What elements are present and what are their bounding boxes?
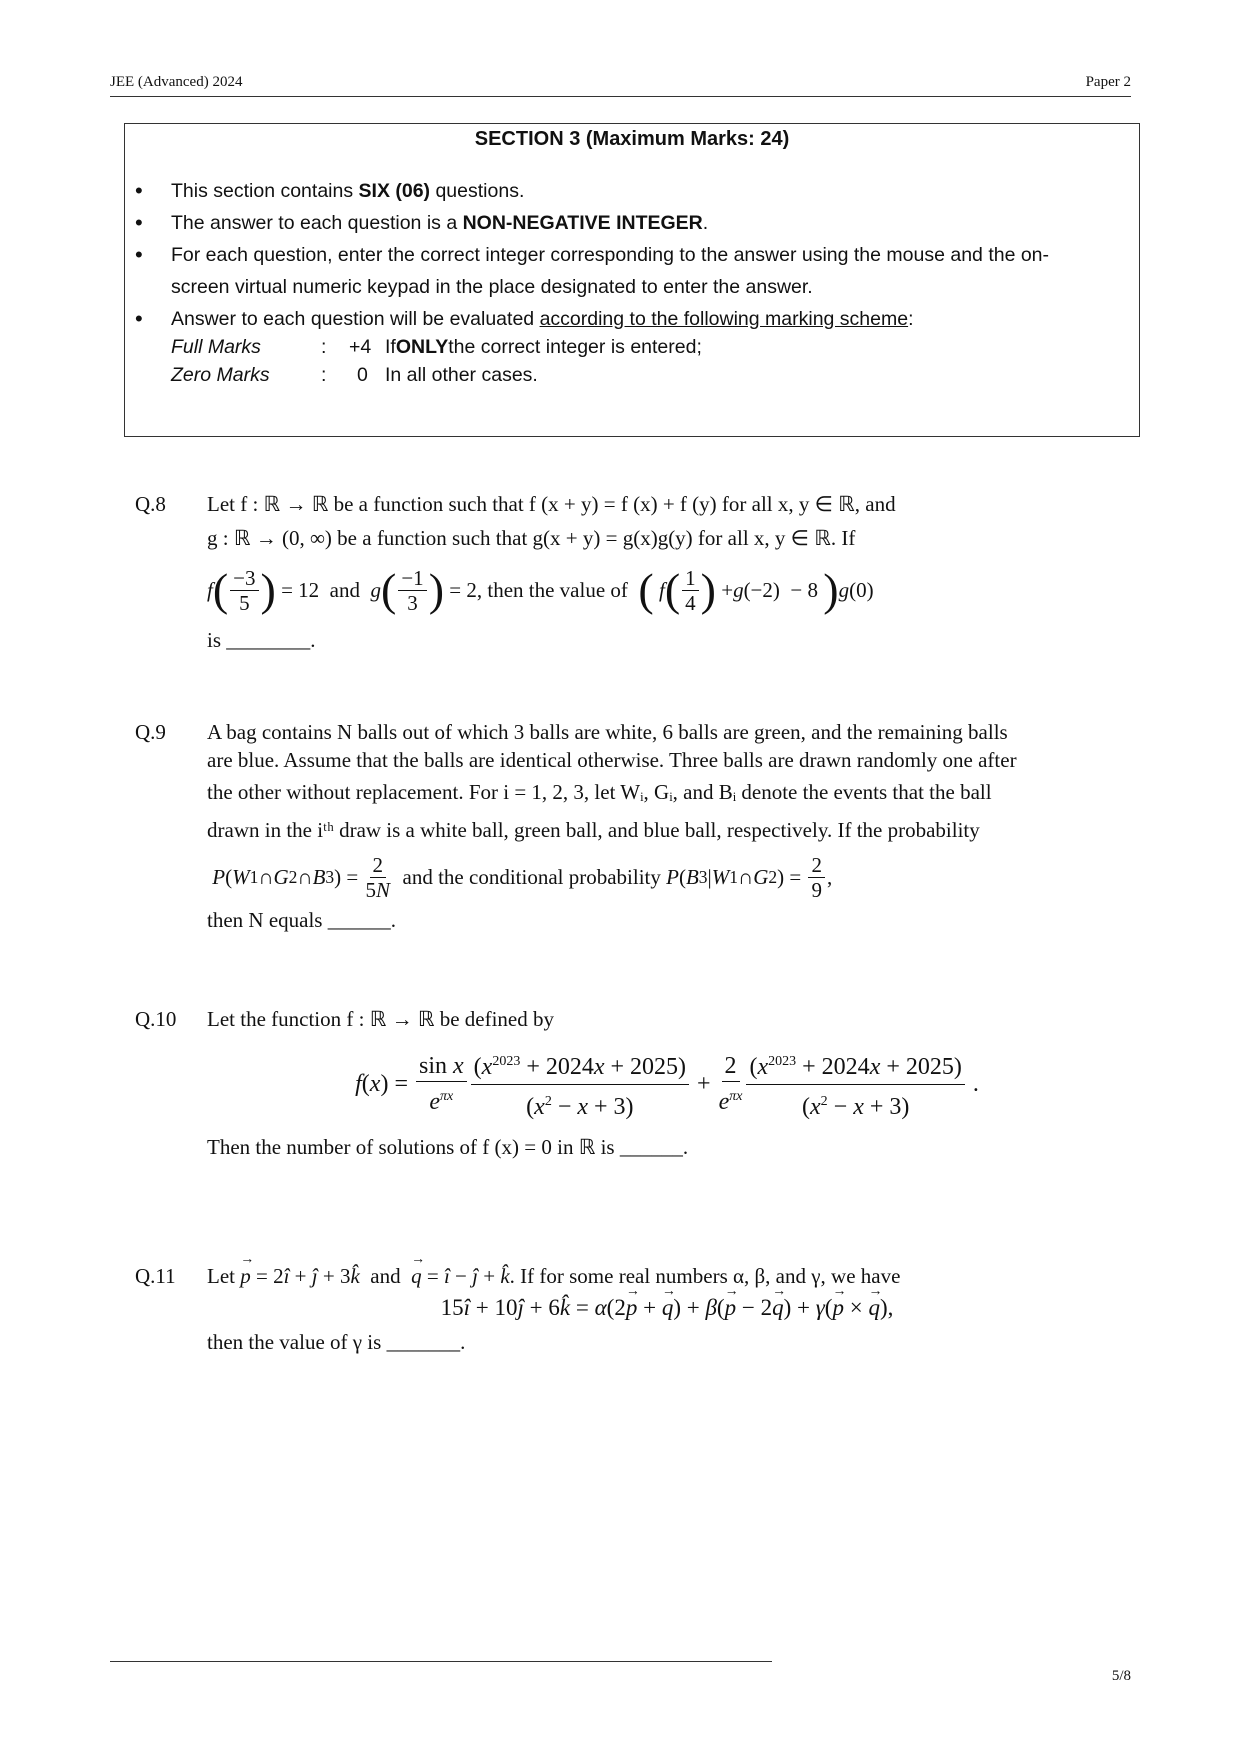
question-body: Let the function f : ℝ → ℝ be defined by f ( x ) = $\frac{\text{sin x}}{e^{\pi x}}$ $\frac{(x^{2023} + 2024x + 2025)}{(x^2 - x + 3)}$ + $\frac{2}{e^{\pi x}}$ $\frac{(x^{2023} + 2024x + 2025)}{(x^2 - x + 3)}$ . Then the number of solutions of f (x) = 0 in ℝ is ______.: [207, 1005, 1127, 1161]
question-number: Q.9: [135, 720, 166, 744]
bullet-icon: •: [135, 242, 143, 267]
q11-line1: Let → p = 2î + ĵ + 3k̂ and → q = î − ĵ + k̂. If for some real numbers α, β, and γ, we have: [207, 1262, 1127, 1290]
question-body: Let f : ℝ → ℝ be a function such that f (x + y) = f (x) + f (y) for all x, y ∈ ℝ, and g : ℝ → (0, ∞) be a function such that g(x + y) = g(x)g(y) for all x, y ∈ ℝ. If f ( $\frac{-3}{5}$ ) = 12 and g ( $\frac{-1}{3}$ ) = 2, then the value of ( f ( $\frac{1}{4}$ ) + g (−2) − 8 ) g (0) is ________.: [207, 490, 1127, 654]
bullet-icon: •: [135, 210, 143, 235]
marking-scheme: [171, 333, 1139, 389]
page-number: 5/8: [1111, 1668, 1131, 1684]
q9-formula: P ( W 1 ∩ G 2 ∩ B 3 ) = $\frac{2}{5N}$ and the conditional probability P ( B 3 | W 1 ∩ G 2 ) = $\frac{2}{9}$ ,: [212, 852, 833, 902]
bullet-icon: •: [135, 178, 143, 203]
q8-formula: f ( $\frac{-3}{5}$ ) = 12 and g ( $\frac{-1}{3}$ ) = 2, then the value of ( f ( $\frac{1}{4}$ ) + g (−2) − 8 ) g (0): [207, 564, 874, 615]
header-paper: Paper 2: [1085, 74, 1131, 90]
rule-item: • Answer to each question will be evaluated according to the following marking scheme:: [125, 303, 1139, 335]
section-instructions-box: [124, 123, 1140, 437]
zero-marks-row: Zero Marks : 0 In all other cases.: [171, 364, 538, 386]
q11-formula: 15î + 10ĵ + 6k̂ = α(2→ p + → q) + β(→ p − 2→ q) + γ(→ p × → q),: [207, 1294, 1127, 1322]
full-marks-row: Full Marks : +4 If ONLY the correct integer is entered;: [171, 336, 702, 358]
bullet-icon: •: [135, 306, 143, 331]
header-divider: [110, 96, 1131, 97]
rule-item: • For each question, enter the correct integer corresponding to the answer using the mouse and the on- screen virtual numeric keypad in the place designated to enter the answer.: [125, 239, 1139, 303]
header-exam-title: JEE (Advanced) 2024: [110, 74, 243, 90]
section-title: SECTION 3 (Maximum Marks: 24): [474, 128, 790, 150]
question-number: Q.10: [135, 1007, 177, 1031]
rules-list: [125, 175, 1139, 335]
rule-item: • The answer to each question is a NON-NEGATIVE INTEGER.: [125, 207, 1139, 239]
question-number: Q.8: [135, 492, 166, 516]
q10-formula: f ( x ) = $\frac{\text{sin x}}{e^{\pi x}}$ $\frac{(x^{2023} + 2024x + 2025)}{(x^2 - x + 3)}$ + $\frac{2}{e^{\pi x}}$ $\frac{(x^{2023} + 2024x + 2025)}{(x^2 - x + 3)}$ .: [207, 1041, 1127, 1127]
footer-divider: [110, 1661, 772, 1662]
question-body: A bag contains N balls out of which 3 balls are white, 6 balls are green, and the remaining balls are blue. Assume that the balls are identical otherwise. Three balls are drawn randomly one after the other without replacement. For i = 1, 2, 3, let Wᵢ, Gᵢ, and Bᵢ denote the events that the ball drawn in the iᵗʰ draw is a white ball, green ball, and blue ball, respectively. If the probability P ( W 1 ∩ G 2 ∩ B 3 ) = $\frac{2}{5N}$ and the conditional probability P ( B 3 | W 1 ∩ G 2 ) = $\frac{2}{9}$ , then N equals ______.: [207, 718, 1127, 934]
question-number: Q.11: [135, 1264, 176, 1288]
question-body: Let → p = 2î + ĵ + 3k̂ and → q = î − ĵ + k̂. If for some real numbers α, β, and γ, we have 15î + 10ĵ + 6k̂ = α(2→ p + → q) + β(→ p − 2→ q) + γ(→ p × → q), then the value of γ is _______.: [207, 1262, 1127, 1356]
rule-item: • This section contains SIX (06) questions.: [125, 175, 1139, 207]
